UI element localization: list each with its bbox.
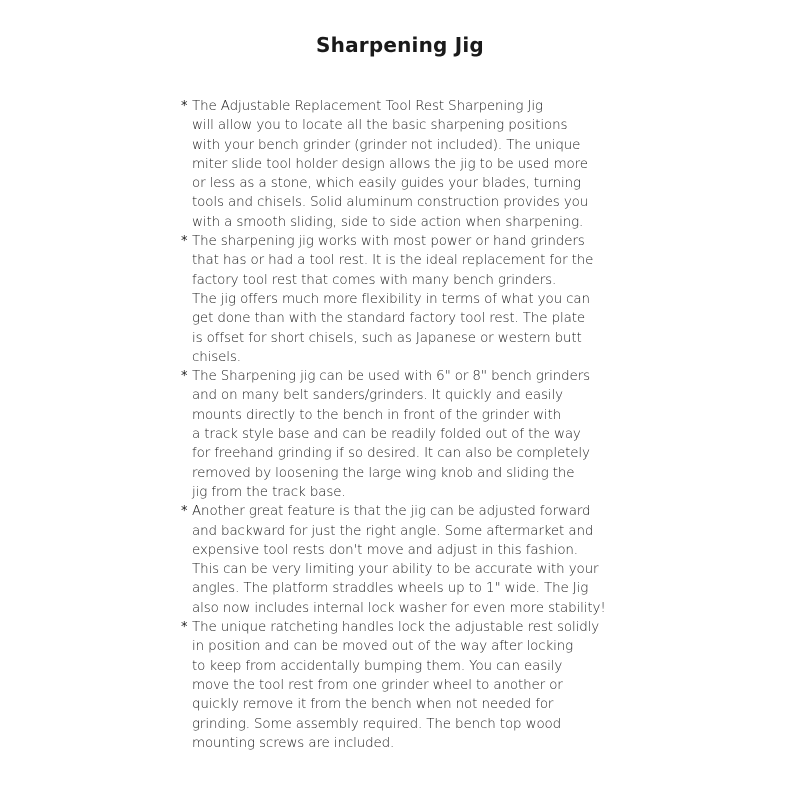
text-line: move the tool rest from one grinder wheel to another or <box>192 677 563 693</box>
bullet-icon: * <box>181 369 188 385</box>
text-line: in position and can be moved out of the way after locking <box>192 639 574 655</box>
bullet-icon: * <box>181 99 188 114</box>
text-line: quickly remove it from the bench when not needed for <box>192 697 554 713</box>
bullet-icon: * <box>181 504 188 520</box>
bullet-icon: * <box>181 234 188 250</box>
paragraph-tool-rest-overview <box>181 97 641 232</box>
text-line: will allow you to locate all the basic sharpening positions <box>192 118 568 134</box>
text-line: to keep from accidentally bumping them. You can easily <box>192 658 563 674</box>
paragraph-ratcheting-handles <box>181 618 641 753</box>
text-line: with your bench grinder (grinder not included). The unique <box>192 137 581 153</box>
bullet-icon: * <box>181 620 188 636</box>
text-line: grinding. Some assembly required. The bench top wood <box>192 716 562 732</box>
text-line: with a smooth sliding, side to side action when sharpening. <box>192 214 584 230</box>
text-line: tools and chisels. Solid aluminum construction provides you <box>192 195 589 211</box>
text-line: factory tool rest that comes with many bench grinders. <box>192 272 557 288</box>
text-line: mounts directly to the bench in front of the grinder with <box>192 407 562 423</box>
text-line: for freehand grinding if so desired. It can also be completely <box>192 446 590 462</box>
text-line: The unique ratcheting handles lock the adjustable rest solidly <box>192 620 600 636</box>
text-line: expensive tool rests don't move and adjust in this fashion. <box>192 542 578 558</box>
text-line: jig from the track base. <box>192 484 346 500</box>
text-line: and backward for just the right angle. Some aftermarket and <box>192 523 594 539</box>
text-line: that has or had a tool rest. It is the ideal replacement for the <box>192 253 594 269</box>
text-line: a track style base and can be readily folded out of the way <box>192 427 581 443</box>
page-title: Sharpening Jig <box>316 33 484 57</box>
text-line: and on many belt sanders/grinders. It quickly and easily <box>192 388 563 404</box>
text-line: removed by loosening the large wing knob and sliding the <box>192 465 575 481</box>
text-line: angles. The platform straddles wheels up to 1" wide. The Jig <box>192 581 589 597</box>
text-line: The Adjustable Replacement Tool Rest Sharpening Jig <box>192 99 543 114</box>
text-line: also now includes internal lock washer for even more stability! <box>192 600 606 616</box>
text-line: miter slide tool holder design allows the jig to be used more <box>192 156 588 172</box>
paragraph-adjustability <box>181 502 641 618</box>
text-line: or less as a stone, which easily guides your blades, turning <box>192 176 581 192</box>
text-line: mounting screws are included. <box>192 735 395 751</box>
text-line: get done than with the standard factory tool rest. The plate <box>192 311 585 327</box>
text-line: The sharpening jig works with most power or hand grinders <box>192 234 585 250</box>
text-line: The jig offers much more flexibility in terms of what you can <box>192 291 590 307</box>
description-body <box>181 97 641 753</box>
text-line: Another great feature is that the jig can be adjusted forward <box>192 504 591 520</box>
text-line: is offset for short chisels, such as Japanese or western butt <box>192 330 582 346</box>
text-line: The Sharpening jig can be used with 6" or 8" bench grinders <box>192 369 590 385</box>
text-line: This can be very limiting your ability to be accurate with your <box>192 562 599 578</box>
paragraph-mounting <box>181 367 641 502</box>
paragraph-grinder-compatibility <box>181 232 641 367</box>
text-line: chisels. <box>192 349 241 365</box>
